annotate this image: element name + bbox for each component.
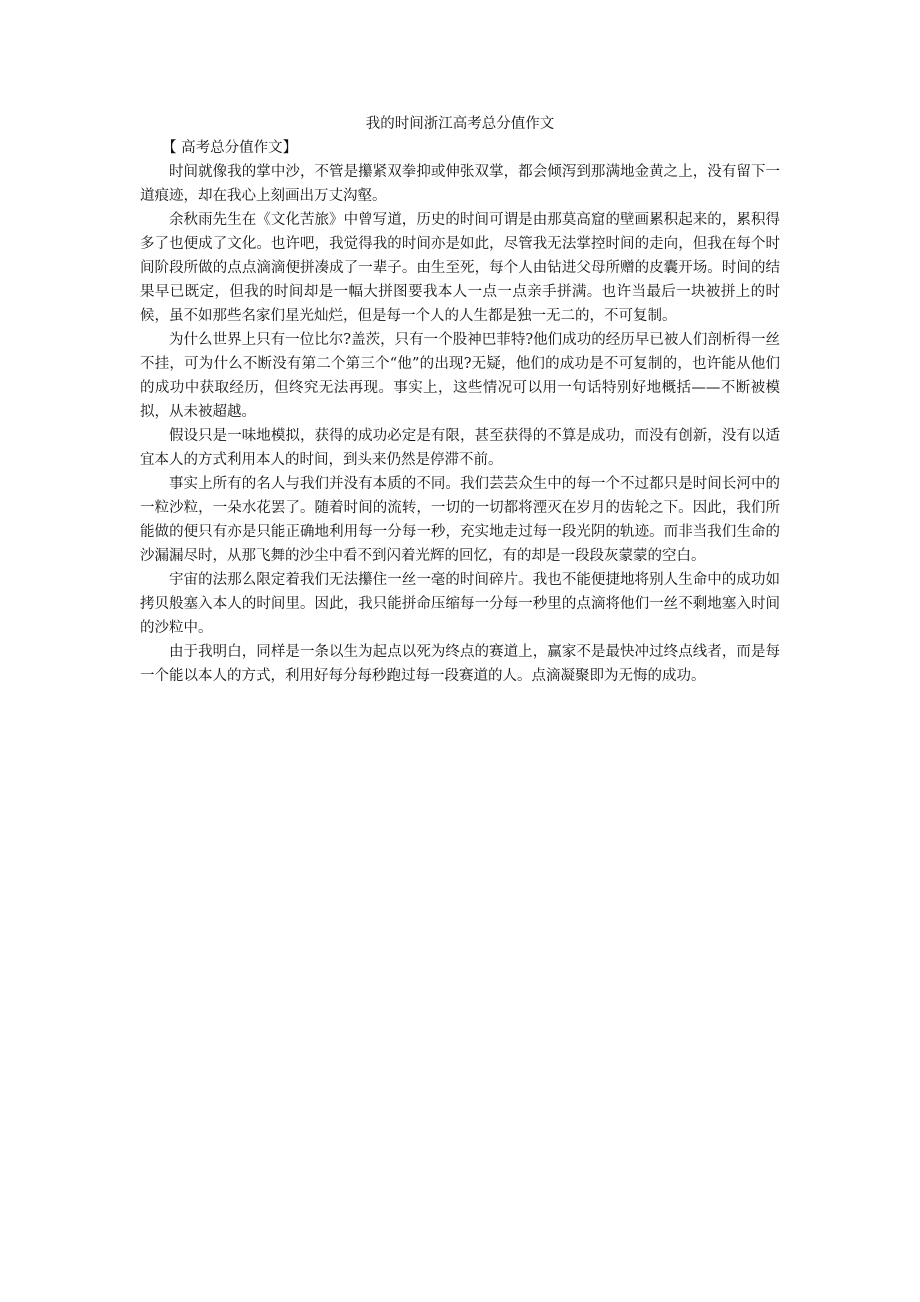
paragraph: 假设只是一味地模拟，获得的成功必定是有限，甚至获得的不算是成功，而没有创新，没有以适宜本人的方式利用本人的时间，到头来仍然是停滞不前。 bbox=[140, 428, 780, 468]
section-label: 【 高考总分值作文】 bbox=[162, 140, 298, 156]
paragraph: 宇宙的法那么限定着我们无法攥住一丝一毫的时间碎片。我也不能便捷地将别人生命中的成功如拷贝般塞入本人的时间里。因此，我只能拼命压缩每一分每一秒里的点滴将他们一丝不剩地塞入时间的沙粒中。 bbox=[140, 572, 780, 636]
paragraph: 事实上所有的名人与我们并没有本质的不同。我们芸芸众生中的每一个不过都只是时间长河中的一粒沙粒，一朵水花罢了。随着时间的流转，一切的一切都将湮灭在岁月的齿轮之下。因此，我们所能做的便只有亦是只能正确地利用每一分每一秒，充实地走过每一段光阴的轨迹。而非当我们生命的沙漏漏尽时，从那飞舞的沙尘中看不到闪着光辉的回忆，有的却是一段段灰蒙蒙的空白。 bbox=[140, 476, 780, 564]
paragraph: 由于我明白，同样是一条以生为起点以死为终点的赛道上，赢家不是最快冲过终点线者，而是每一个能以本人的方式，利用好每分每秒跑过每一段赛道的人。点滴凝聚即为无悔的成功。 bbox=[140, 644, 780, 684]
paragraph: 余秋雨先生在《文化苦旅》中曾写道，历史的时间可谓是由那莫高窟的壁画累积起来的，累积得多了也便成了文化。也许吧，我觉得我的时间亦是如此，尽管我无法掌控时间的走向，但我在每个时间阶段所做的点点滴滴便拼凑成了一辈子。由生至死，每个人由钻进父母所赠的皮囊开场。时间的结果早已既定，但我的时间却是一幅大拼图要我本人一点一点亲手拼满。也许当最后一块被拼上的时候，虽不如那些名家们星光灿烂，但是每一个人的人生都是独一无二的，不可复制。 bbox=[140, 212, 780, 324]
paragraph: 时间就像我的掌中沙，不管是攥紧双拳抑或伸张双掌，都会倾泻到那满地金黄之上，没有留下一道痕迹，却在我心上刻画出万丈沟壑。 bbox=[140, 164, 780, 204]
page-title: 我的时间浙江高考总分值作文 bbox=[365, 116, 555, 132]
paragraph: 为什么世界上只有一位比尔?盖茨，只有一个股神巴菲特?他们成功的经历早已被人们剖析得一丝不挂，可为什么不断没有第二个第三个“他”的出现?无疑，他们的成功是不可复制的，也许能从他们的成功中获取经历，但终究无法再现。事实上，这些情况可以用一句话特别好地概括——不断被模拟，从未被超越。 bbox=[140, 332, 780, 420]
document-body bbox=[140, 112, 780, 688]
